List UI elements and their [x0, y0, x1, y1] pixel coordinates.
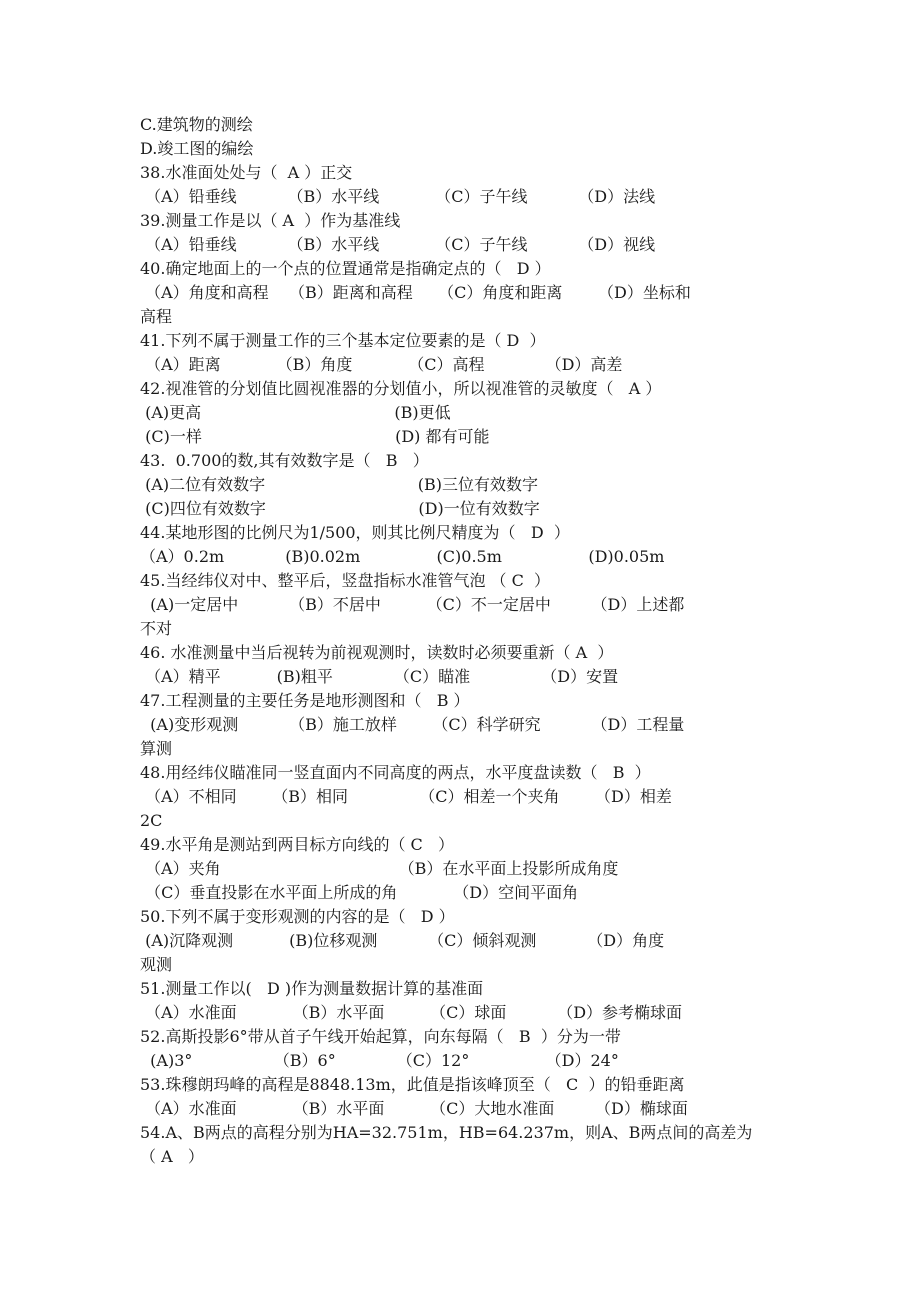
text-line: （A）水准面 （B）水平面 （C）大地水准面 （D）椭球面 — [140, 1099, 688, 1118]
text-line: 47.工程测量的主要任务是地形测图和（ B ） — [140, 691, 470, 710]
text-line: (C)一样 (D) 都有可能 — [140, 427, 490, 446]
text-line: 54.A、B两点的高程分别为HA=32.751m，HB=64.237m，则A、B两点间的高差为 — [140, 1123, 753, 1142]
text-line: 高程 — [140, 307, 173, 326]
text-line: 不对 — [140, 619, 173, 638]
text-line: 45.当经纬仪对中、整平后，竖盘指标水准管气泡 （ C ） — [140, 571, 551, 590]
text-line: 39.测量工作是以（ A ）作为基准线 — [140, 211, 401, 230]
text-line: (A)沉降观测 (B)位移观测 （C）倾斜观测 （D）角度 — [140, 931, 665, 950]
text-line: 观测 — [140, 955, 173, 974]
text-line: (A)3° （B）6° （C）12° （D）24° — [140, 1051, 619, 1070]
text-line: （A）0.2m (B)0.02m (C)0.5m (D)0.05m — [140, 547, 665, 566]
text-line: （A）铅垂线 （B）水平线 （C）子午线 （D）视线 — [140, 235, 656, 254]
text-line: 算测 — [140, 739, 173, 758]
text-line: 38.水准面处处与（ A ）正交 — [140, 163, 353, 182]
text-line: 44.某地形图的比例尺为1/500，则其比例尺精度为（ D ） — [140, 523, 570, 542]
text-line: （C）垂直投影在水平面上所成的角 （D）空间平面角 — [140, 883, 579, 902]
text-line: (A)一定居中 （B）不居中 （C）不一定居中 （D）上述都 — [140, 595, 685, 614]
text-line: 48.用经纬仪瞄准同一竖直面内不同高度的两点，水平度盘读数（ B ） — [140, 763, 651, 782]
text-line: 42.视准管的分划值比圆视准器的分划值小，所以视准管的灵敏度（ A ） — [140, 379, 662, 398]
text-line: 50.下列不属于变形观测的内容的是（ D ） — [140, 907, 455, 926]
text-line: 43. 0.700的数,其有效数字是（ B ） — [140, 451, 429, 470]
text-line: 2C — [140, 811, 163, 830]
text-line: 52.高斯投影6°带从首子午线开始起算，向东每隔（ B ）分为一带 — [140, 1027, 621, 1046]
text-line: （A）水准面 （B）水平面 （C）球面 （D）参考椭球面 — [140, 1003, 683, 1022]
text-line: C.建筑物的测绘 — [140, 115, 253, 134]
text-line: （A）距离 （B）角度 （C）高程 （D）高差 — [140, 355, 623, 374]
text-line: D.竣工图的编绘 — [140, 139, 254, 158]
text-line: (A)二位有效数字 (B)三位有效数字 — [140, 475, 538, 494]
text-line: 40.确定地面上的一个点的位置通常是指确定点的（ D ） — [140, 259, 551, 278]
text-line: （A）精平 (B)粗平 （C）瞄准 （D）安置 — [140, 667, 619, 686]
text-line: 51.测量工作以( D )作为测量数据计算的基准面 — [140, 979, 484, 998]
text-line: （A）角度和高程 （B）距离和高程 （C）角度和距离 （D）坐标和 — [140, 283, 691, 302]
text-line: 46. 水准测量中当后视转为前视观测时，读数时必须要重新（ A ） — [140, 643, 614, 662]
text-line: (A)变形观测 （B）施工放样 （C）科学研究 （D）工程量 — [140, 715, 685, 734]
text-line: （A）夹角 （B）在水平面上投影所成角度 — [140, 859, 619, 878]
text-line: （A）铅垂线 （B）水平线 （C）子午线 （D）法线 — [140, 187, 656, 206]
text-line: 49.水平角是测站到两目标方向线的（ C ） — [140, 835, 455, 854]
text-line: （ A ） — [140, 1147, 204, 1166]
text-line: 41.下列不属于测量工作的三个基本定位要素的是（ D ） — [140, 331, 546, 350]
text-line: 53.珠穆朗玛峰的高程是8848.13m，此值是指该峰顶至（ C ）的铅垂距离 — [140, 1075, 685, 1094]
text-line: (A)更高 (B)更低 — [140, 403, 451, 422]
text-line: （A）不相同 （B）相同 （C）相差一个夹角 （D）相差 — [140, 787, 672, 806]
text-line: (C)四位有效数字 (D)一位有效数字 — [140, 499, 540, 518]
